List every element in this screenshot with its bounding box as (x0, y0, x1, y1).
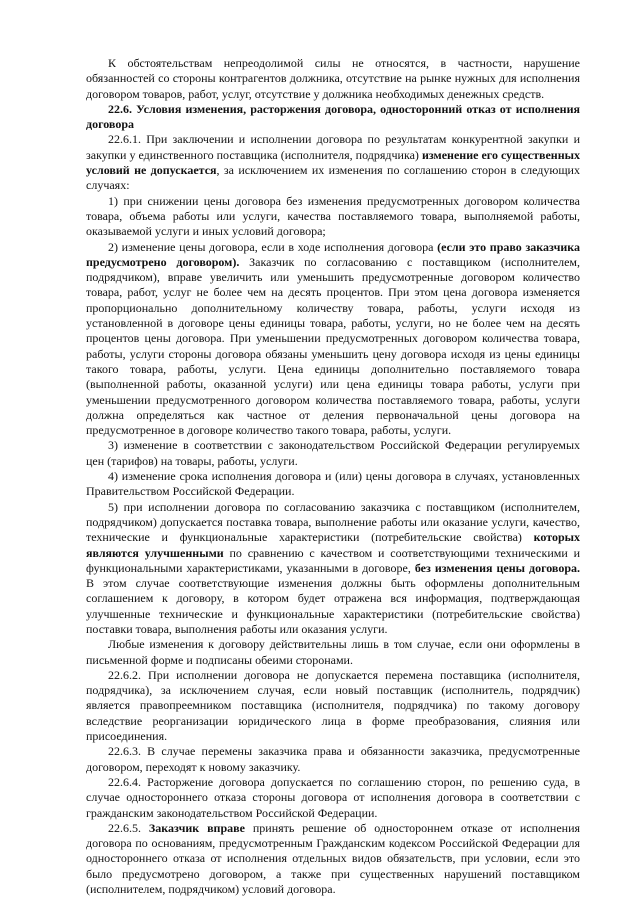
text-run: 2) изменение цены договора, если в ходе исполнения договора (108, 239, 438, 254)
text-run: по сравнению с качеством и соответствующими техническими и функциональными характеристиками, указанными в договоре, (86, 545, 581, 575)
list-item-5 (86, 500, 580, 638)
text-run: 22.6.5. (108, 820, 149, 835)
bold-run: изменение его существенных условий не допускается (86, 147, 580, 178)
paragraph-force-majeure: К обстоятельствам непреодолимой силы не относятся, в частности, нарушение обязанностей со стороны контрагентов должника, отсутствие на рынке нужных для исполнения договором товаров, работ, услуг, отсутствие у должника необходимых денежных средств. (86, 56, 580, 101)
text-run: принять решение об одностороннем отказе от исполнения договора по основаниям, предусмотренным Гражданским кодексом Российской Федерации для одностороннего отказа от исполнения отдельных видов обязательств, при условии, если это было предусмотрено договором, а также при существенных нарушений поставщиком (исполнителем, подрядчиком) условий договора. (86, 820, 581, 897)
section-heading-22-6: 22.6. Условия изменения, расторжения договора, односторонний отказ от исполнения договора (86, 101, 580, 132)
text-run: 22.6.1. При заключении и исполнении договора по результатам конкурентной закупки и закупки у единственного поставщика (исполнителя, подрядчика) (86, 132, 580, 162)
paragraph-22-6-1 (86, 132, 580, 193)
paragraph-written-form: Любые изменения к договору действительны лишь в том случае, если они оформлены в письменной форме и подписаны обеими сторонами. (86, 637, 580, 667)
text-run: Заказчик по согласованию с поставщиком (исполнителем, подрядчиком), вправе увеличить или уменьшить предусмотренные договором количество товара, работ, услуг не более чем на десять процентов. При этом цена договора изменяется пропорционально дополнительному количеству товара, работы, услуги исходя из установленной в договоре цены единицы товара, работы, услуги, но не более чем на десять процентов цены договора. При уменьшении предусмотренных договором количества товара, работы, услуги стороны договора обязаны уменьшить цену договора исходя из цены единицы такого товара, работы, услуги. Цена единицы дополнительно поставляемого товара (выполненной работы, оказанной услуги) или цена единицы товара работы, услуги при уменьшении предусмотренного договором количества поставляемого товара, работы, услуги должна определяться как частное от деления первоначальной цены договора на предусмотренное в договоре количество такого товара, работы, услуги. (86, 254, 581, 438)
text-run: 5) при исполнении договора по согласованию заказчика с поставщиком (исполнителем, подрядчиком) допускается поставка товара, выполнение работы или оказание услуги, качество, технические и функциональные характеристики (потребительские свойства) (86, 499, 580, 545)
bold-run: Заказчик вправе (148, 820, 245, 835)
list-item-4: 4) изменение срока исполнения договора и (или) цены договора в случаях, установленных Правительством Российской Федерации. (86, 469, 580, 499)
text-run: , за исключением их изменения по соглашению сторон в следующих случаях: (86, 163, 580, 193)
list-item-3: 3) изменение в соответствии с законодательством Российской Федерации регулируемых цен (тарифов) на товары, работы, услуги. (86, 438, 580, 468)
bold-run: (если это право заказчика предусмотрено договором). (86, 239, 580, 269)
paragraph-22-6-2: 22.6.2. При исполнении договора не допускается перемена поставщика (исполнителя, подрядчика), за исключением случая, если новый поставщик (исполнитель, подрядчик) является правопреемником поставщика (исполнителя, подрядчика) по такому договору вследствие реорганизации юридического лица в форме преобразования, слияния или присоединения. (86, 667, 580, 744)
bold-run: без изменения цены договора. (414, 560, 581, 575)
paragraph-22-6-3: 22.6.3. В случае перемены заказчика права и обязанности заказчика, предусмотренные договором, переходят к новому заказчику. (86, 744, 580, 774)
list-item-2 (86, 240, 580, 439)
paragraph-22-6-4: 22.6.4. Расторжение договора допускается по соглашению сторон, по решению суда, в случае одностороннего отказа стороны договора от исполнения договора в соответствии с гражданским законодательством Российской Федерации. (86, 774, 580, 820)
bold-run: которых являются улучшенными (86, 530, 580, 560)
list-item-1: 1) при снижении цены договора без изменения предусмотренных договором количества товара, объема работы или услуги, качества поставляемого товара, выполняемой работы, оказываемой услуги и иных условий договора; (86, 193, 580, 239)
paragraph-22-6-5 (86, 821, 580, 897)
text-run: В этом случае соответствующие изменения должны быть оформлены дополнительным соглашением к договору, в котором будет отражена вся информация, подтверждающая улучшенные технические и функциональные характеристики (потребительские свойства) поставки товара, выполнения работы или оказания услуги. (86, 576, 580, 636)
